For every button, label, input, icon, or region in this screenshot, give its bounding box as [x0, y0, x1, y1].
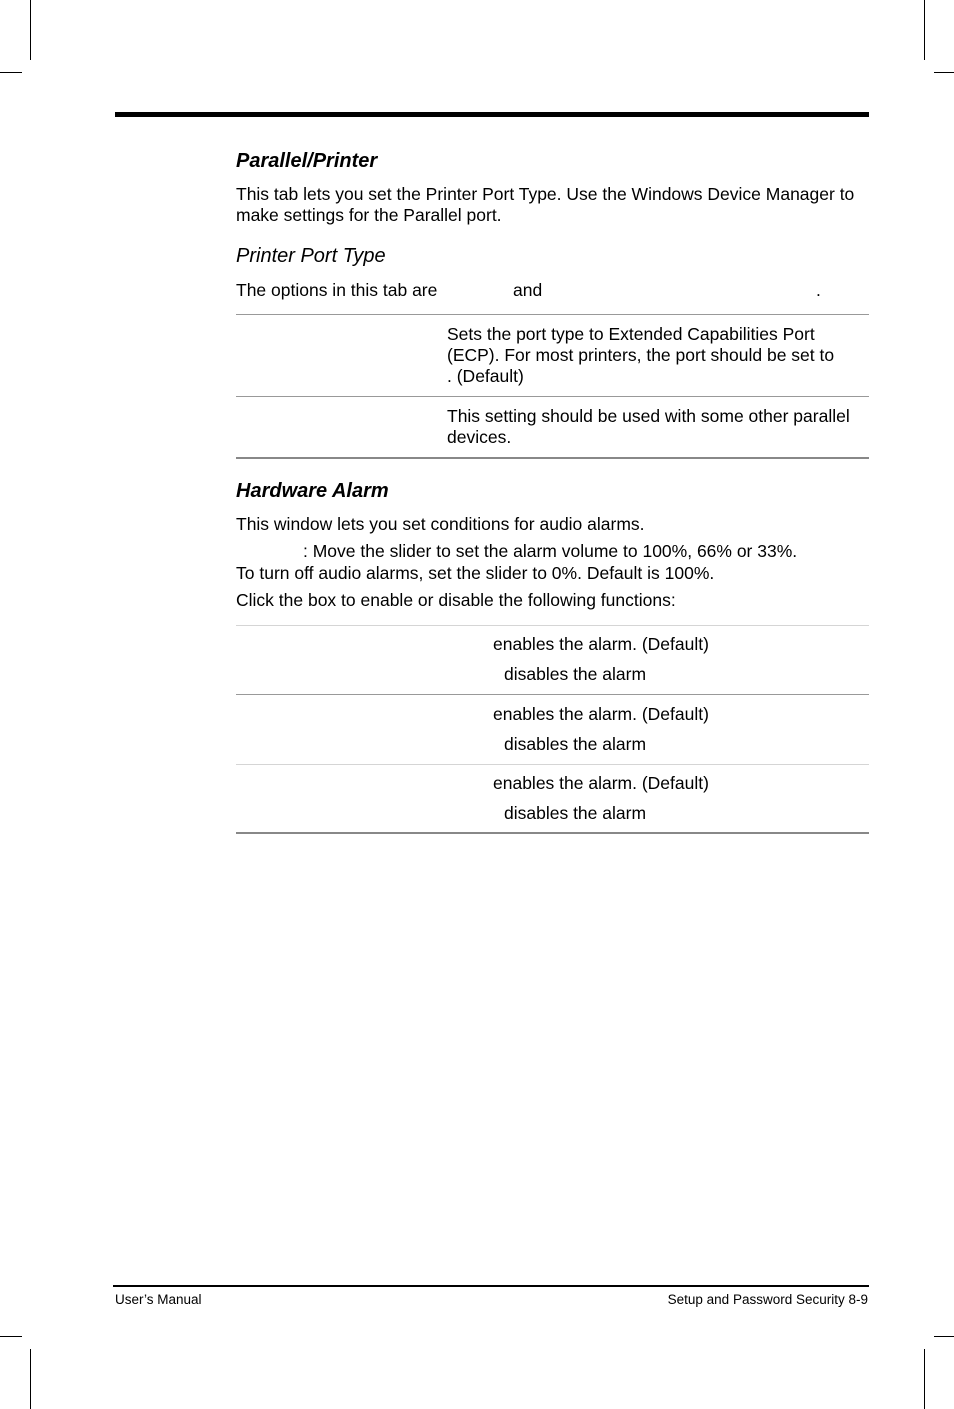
table-rule [236, 314, 869, 315]
options-and: and [513, 280, 543, 300]
table-rule [236, 457, 869, 459]
alarm-enable-text: enables the alarm. (Default) [493, 773, 709, 793]
footer-rule [113, 1285, 869, 1287]
volume-text: : Move the slider to set the alarm volume to 100%, 66% or 33%. [303, 541, 798, 561]
crop-mark [30, 0, 31, 60]
alarm-disable-text: disables the alarm [504, 803, 647, 823]
crop-mark [934, 1336, 954, 1337]
alarm-enable-text: enables the alarm. (Default) [493, 704, 709, 724]
crop-mark [934, 72, 954, 73]
click-text: Click the box to enable or disable the following functions: [236, 590, 676, 610]
crop-mark [924, 0, 925, 60]
header-rule [115, 112, 869, 117]
footer-right: Setup and Password Security 8-9 [667, 1292, 868, 1307]
crop-mark [924, 1349, 925, 1409]
table-rule [236, 625, 869, 626]
table-rule [236, 694, 869, 695]
crop-mark [0, 1336, 22, 1337]
options-prefix: The options in this tab are [236, 280, 438, 300]
port-option-description: Sets the port type to Extended Capabilities Port (ECP). For most printers, the port should be set to. (Default) [447, 324, 835, 386]
volume-text-2: To turn off audio alarms, set the slider to 0%. Default is 100%. [236, 563, 715, 583]
crop-mark [30, 1349, 31, 1409]
options-period: . [816, 280, 821, 300]
table-rule [236, 764, 869, 765]
footer-left: User’s Manual [115, 1292, 202, 1307]
alarm-enable-text: enables the alarm. (Default) [493, 634, 709, 654]
parallel-intro: This tab lets you set the Printer Port Type. Use the Windows Device Manager to make settings for the Parallel port. [236, 184, 855, 225]
alarm-disable-text: disables the alarm [504, 734, 647, 754]
port-option-description: This setting should be used with some other parallel devices. [447, 406, 850, 447]
subheading-printer-port-type: Printer Port Type [236, 245, 386, 267]
crop-mark [0, 72, 22, 73]
table-rule [236, 396, 869, 397]
table-rule [236, 832, 869, 834]
section-title-alarm: Hardware Alarm [236, 480, 389, 502]
alarm-intro: This window lets you set conditions for audio alarms. [236, 514, 645, 534]
alarm-disable-text: disables the alarm [504, 664, 647, 684]
section-title-parallel: Parallel/Printer [236, 150, 378, 172]
